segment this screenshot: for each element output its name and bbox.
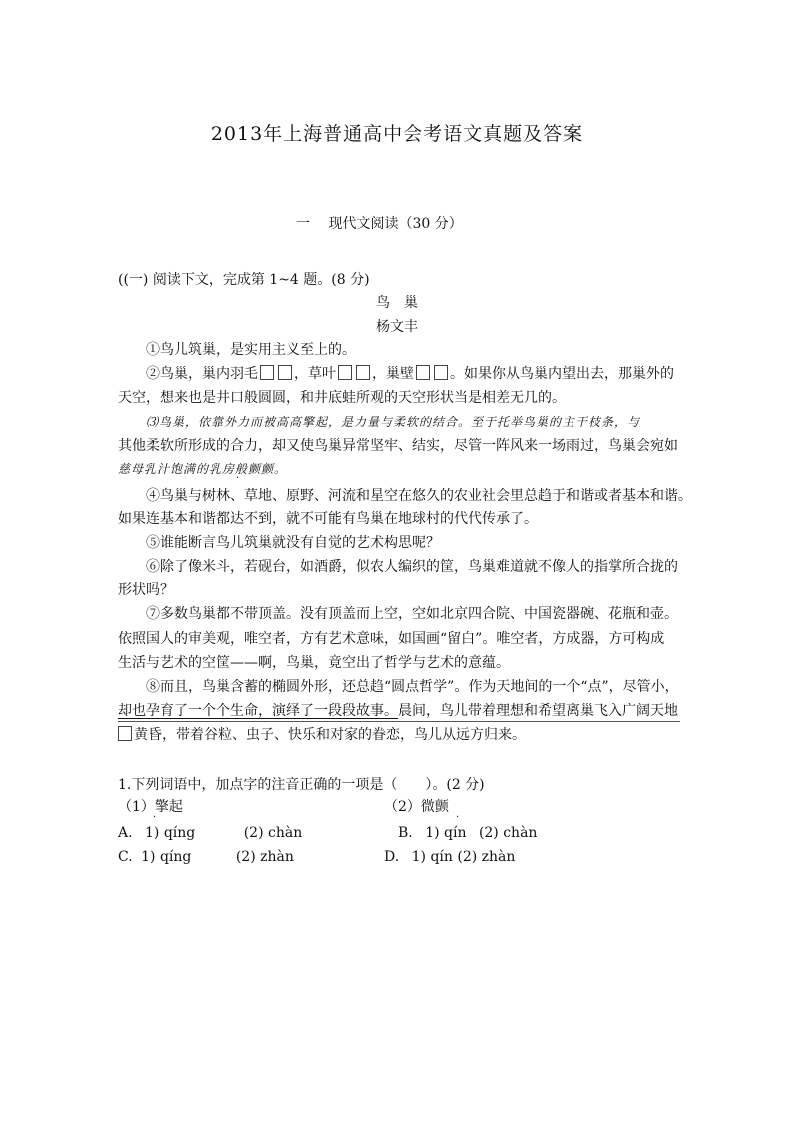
paragraph-4-line-1: ④鸟巢与树林、草地、原野、河流和星空在悠久的农业社会里总趋于和谐或者基本和谐。 [146,488,692,504]
paragraph-3-line-2: 其他柔软所形成的合力，却又使鸟巢异常坚牢、结实，尽管一阵风来一场雨过，鸟巢会宛如 [118,438,678,454]
paragraph-5: ⑤谁能断言鸟儿筑巢就没有自觉的艺术构思呢？ [146,535,440,551]
blank-box [416,365,430,380]
option-c-second: (2) zhàn [235,849,294,865]
p8-text-d: 黄昏，带着谷粒、虫子、快乐和对家的眷恋，鸟儿从远方归来。 [134,727,526,743]
blank-box [338,365,352,380]
paragraph-4-line-2: 如果连基本和谐都达不到，就不可能有鸟巢在地球村的代代传承了。 [118,511,538,527]
p2-text-d: 。如果你从鸟巢内望出去，那巢外的 [450,366,674,382]
emphasis-dot: · [236,473,240,484]
paragraph-8-line-2 [118,702,678,720]
option-c-first: 1) qíng [141,849,192,865]
underline-rule [118,721,680,722]
option-d [384,848,515,866]
paragraph-6-line-1: ⑥除了像米斗，若砚台，如酒爵，似农人编织的筐，鸟巢难道就不像人的指掌所合拢的 [146,559,678,575]
article-author: 杨文丰 [376,319,418,335]
p2-text-c: ，巢壁 [372,366,414,382]
option-c-label: C. [118,849,133,865]
option-d-second: (2) zhàn [457,849,516,865]
blank-box [278,365,292,380]
emphasis-dot: · [153,812,157,823]
blank-box [356,365,370,380]
article-title: 鸟 巢 [376,295,418,311]
blank-box [260,365,274,380]
section-heading: 一 现代文阅读（30 分） [296,216,463,232]
question-1-stem: 1.下列词语中，加点字的注音正确的一项是（ ）。(2 分) [118,777,485,793]
option-b-label: B. [398,825,413,841]
blank-box [118,726,132,741]
option-a [118,824,302,842]
question-1-item-1: （1）擎起 [118,799,183,815]
paragraph-6-line-2: 形状吗？ [118,582,174,598]
paragraph-2-line-1 [146,365,674,383]
paragraph-3-line-3: 慈母乳汁饱满的乳房般颤颤。 [118,462,288,476]
paragraph-2-line-2: 天空，想来也是井口般圆圆，和井底蛙所观的天空形状当是相差无几的。 [118,390,566,406]
underlined-sentence: 却也孕育了一个个生命，演绎了一段段故事。 [118,703,398,719]
option-c [118,848,294,866]
option-d-label: D. [384,849,400,865]
paragraph-8-line-1: ⑧而且，鸟巢含蓄的椭圆外形，还总趋“圆点哲学”。作为天地间的一个“点”，尽管小， [146,679,679,695]
paragraph-7-line-2: 依照国人的审美观，唯空者，方有艺术意味，如国画“留白”。唯空者，方成器，方可构成 [118,631,665,647]
p2-text-b: ，草叶 [294,366,336,382]
option-d-first: 1) qín [411,849,453,865]
option-b [398,824,537,842]
paragraph-7-line-3: 生活与艺术的空筐——啊，鸟巢，竟空出了哲学与艺术的意蕴。 [118,655,510,671]
p2-text-a: ②鸟巢，巢内羽毛 [146,366,258,382]
emphasis-dot: · [456,812,460,823]
paragraph-7-line-1: ⑦多数鸟巢都不带顶盖。没有顶盖而上空，空如北京四合院、中国瓷器碗、花瓶和壶。 [146,606,678,622]
question-1-item-2: （2）微颤 [384,799,449,815]
option-a-second: (2) chàn [243,825,303,841]
part-intro: ((一) 阅读下文，完成第 1~4 题。(8 分) [118,272,370,288]
paragraph-1: ①鸟儿筑巢，是实用主义至上的。 [146,342,356,358]
blank-box [434,365,448,380]
paragraph-8-line-3 [118,726,526,744]
option-b-first: 1) qín [425,825,467,841]
document-title: 2013年上海普通高中会考语文真题及答案 [210,123,584,145]
p8-text-c: 晨间，鸟儿带着理想和希望离巢飞入广阔天地 [398,703,678,719]
option-a-label: A. [118,825,133,841]
option-a-first: 1) qíng [145,825,196,841]
paragraph-3-line-1: ⑶鸟巢，依靠外力而被高高擎起，是力量与柔软的结合。至于托举鸟巢的主干枝条，与 [146,415,641,429]
option-b-second: (2) chàn [478,825,538,841]
